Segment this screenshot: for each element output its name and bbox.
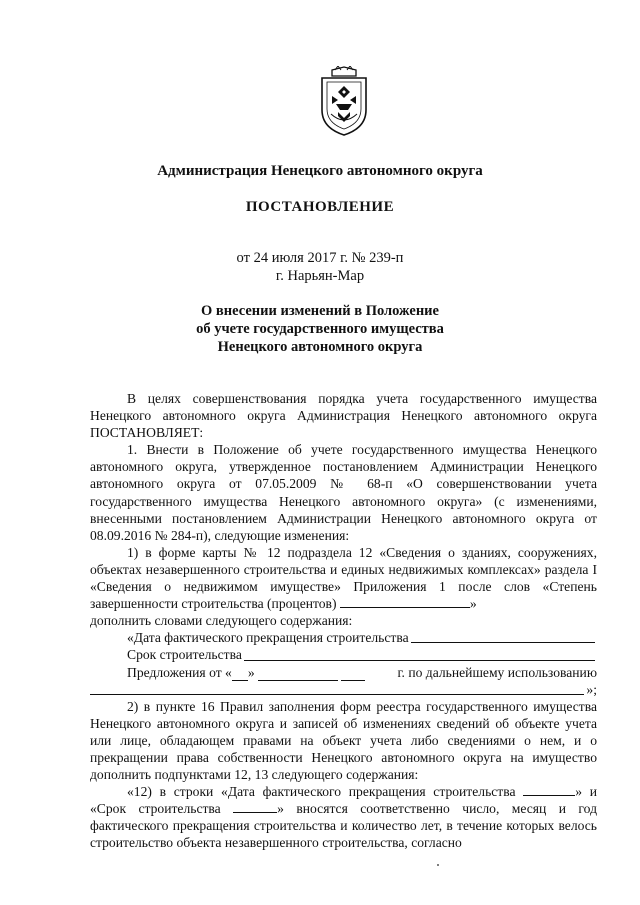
field-line-1 xyxy=(90,629,597,646)
item-1-1-paragraph xyxy=(90,544,597,612)
item-1-1-continuation: дополнить словами следующего содержания: xyxy=(90,613,353,629)
intro-paragraph: В целях совершенствования порядка учета государственного имущества Ненецкого автономного округа Администрация Ненецкого автономного округа ПОСТАНОВЛЯЕТ: xyxy=(90,391,597,441)
field-3-label: Предложения от « xyxy=(127,664,232,680)
document-date: от 24 июля 2017 г. № 239-п xyxy=(236,250,404,266)
field-line-3 xyxy=(90,664,597,681)
item-12-text-b: » xyxy=(575,784,583,800)
subject-line-2: об учете государственного имущества xyxy=(196,321,444,337)
item-12-text-c: и «Срок строительства xyxy=(90,784,597,817)
field-line-4 xyxy=(90,681,597,698)
blank-line xyxy=(341,668,365,681)
blank-line xyxy=(232,668,248,681)
organization-name: Администрация Ненецкого автономного округа xyxy=(157,163,483,179)
item-12-paragraph xyxy=(90,783,597,851)
item-1-1-text: 1) в форме карты № 12 подраздела 12 «Сведения о зданиях, сооружениях, объектах незавершенного строительства и единых недвижимых комплексах» раздела I «Сведения о недвижимом имуществе» Приложения 1 после слов «Степень завершенности строительства (процентов) xyxy=(90,544,597,612)
coat-of-arms-icon xyxy=(318,66,370,136)
subject-line-1: О внесении изменений в Положение xyxy=(201,303,439,319)
field-3-suffix: г. по дальнейшему использованию xyxy=(397,664,597,680)
field-line-2 xyxy=(90,646,597,663)
subject-line-3: Ненецкого автономного округа xyxy=(217,339,423,355)
blank-line xyxy=(523,783,575,796)
field-3-end: »; xyxy=(586,681,597,697)
closing-quote: » xyxy=(469,596,477,612)
document-city: г. Нарьян-Мар xyxy=(275,268,365,284)
blank-line xyxy=(244,648,595,661)
blank-line xyxy=(90,682,584,695)
document-body xyxy=(90,390,597,852)
field-2-label: Срок строительства xyxy=(127,647,242,663)
item-12-text-a: «12) в строки «Дата фактического прекращения строительства xyxy=(127,784,516,800)
blank-line xyxy=(233,800,277,813)
item-2-paragraph: 2) в пункте 16 Правил заполнения форм реестра государственного имущества Ненецкого автономного округа и записей об изменениях сведений об объекте учета или лице, обладающем правами на объект учета либо сведениями о нем, и о прекращении права собственности Ненецкого автономного округа на имущество дополнить подпунктами 12, 13 следующего содержания: xyxy=(90,698,597,783)
blank-line xyxy=(411,630,595,643)
document-type: ПОСТАНОВЛЕНИЕ xyxy=(245,199,395,215)
field-3-quote: » xyxy=(247,664,255,680)
item-1-paragraph: 1. Внести в Положение об учете государственного имущества Ненецкого автономного округа, утвержденное постановлением Администрации Ненецкого автономного округа от 07.05.2009 № 68-п «О совершенствовании учета государственного имущества Ненецкого автономного округа» (с изменениями, внесенными постановлением Администрации Ненецкого автономного округа от 08.09.2016 № 284-п), следующие изменения: xyxy=(90,442,597,543)
field-1-label: «Дата фактического прекращения строительства xyxy=(127,630,409,646)
blank-line xyxy=(340,595,470,608)
blank-line xyxy=(258,668,338,681)
scan-speck xyxy=(437,864,439,866)
item-12-text-d: » вносятся соответственно число, месяц и год фактического прекращения строительства и количество лет, в течение которых велось строительство объекта незавершенного строительства, согласно xyxy=(90,801,597,851)
